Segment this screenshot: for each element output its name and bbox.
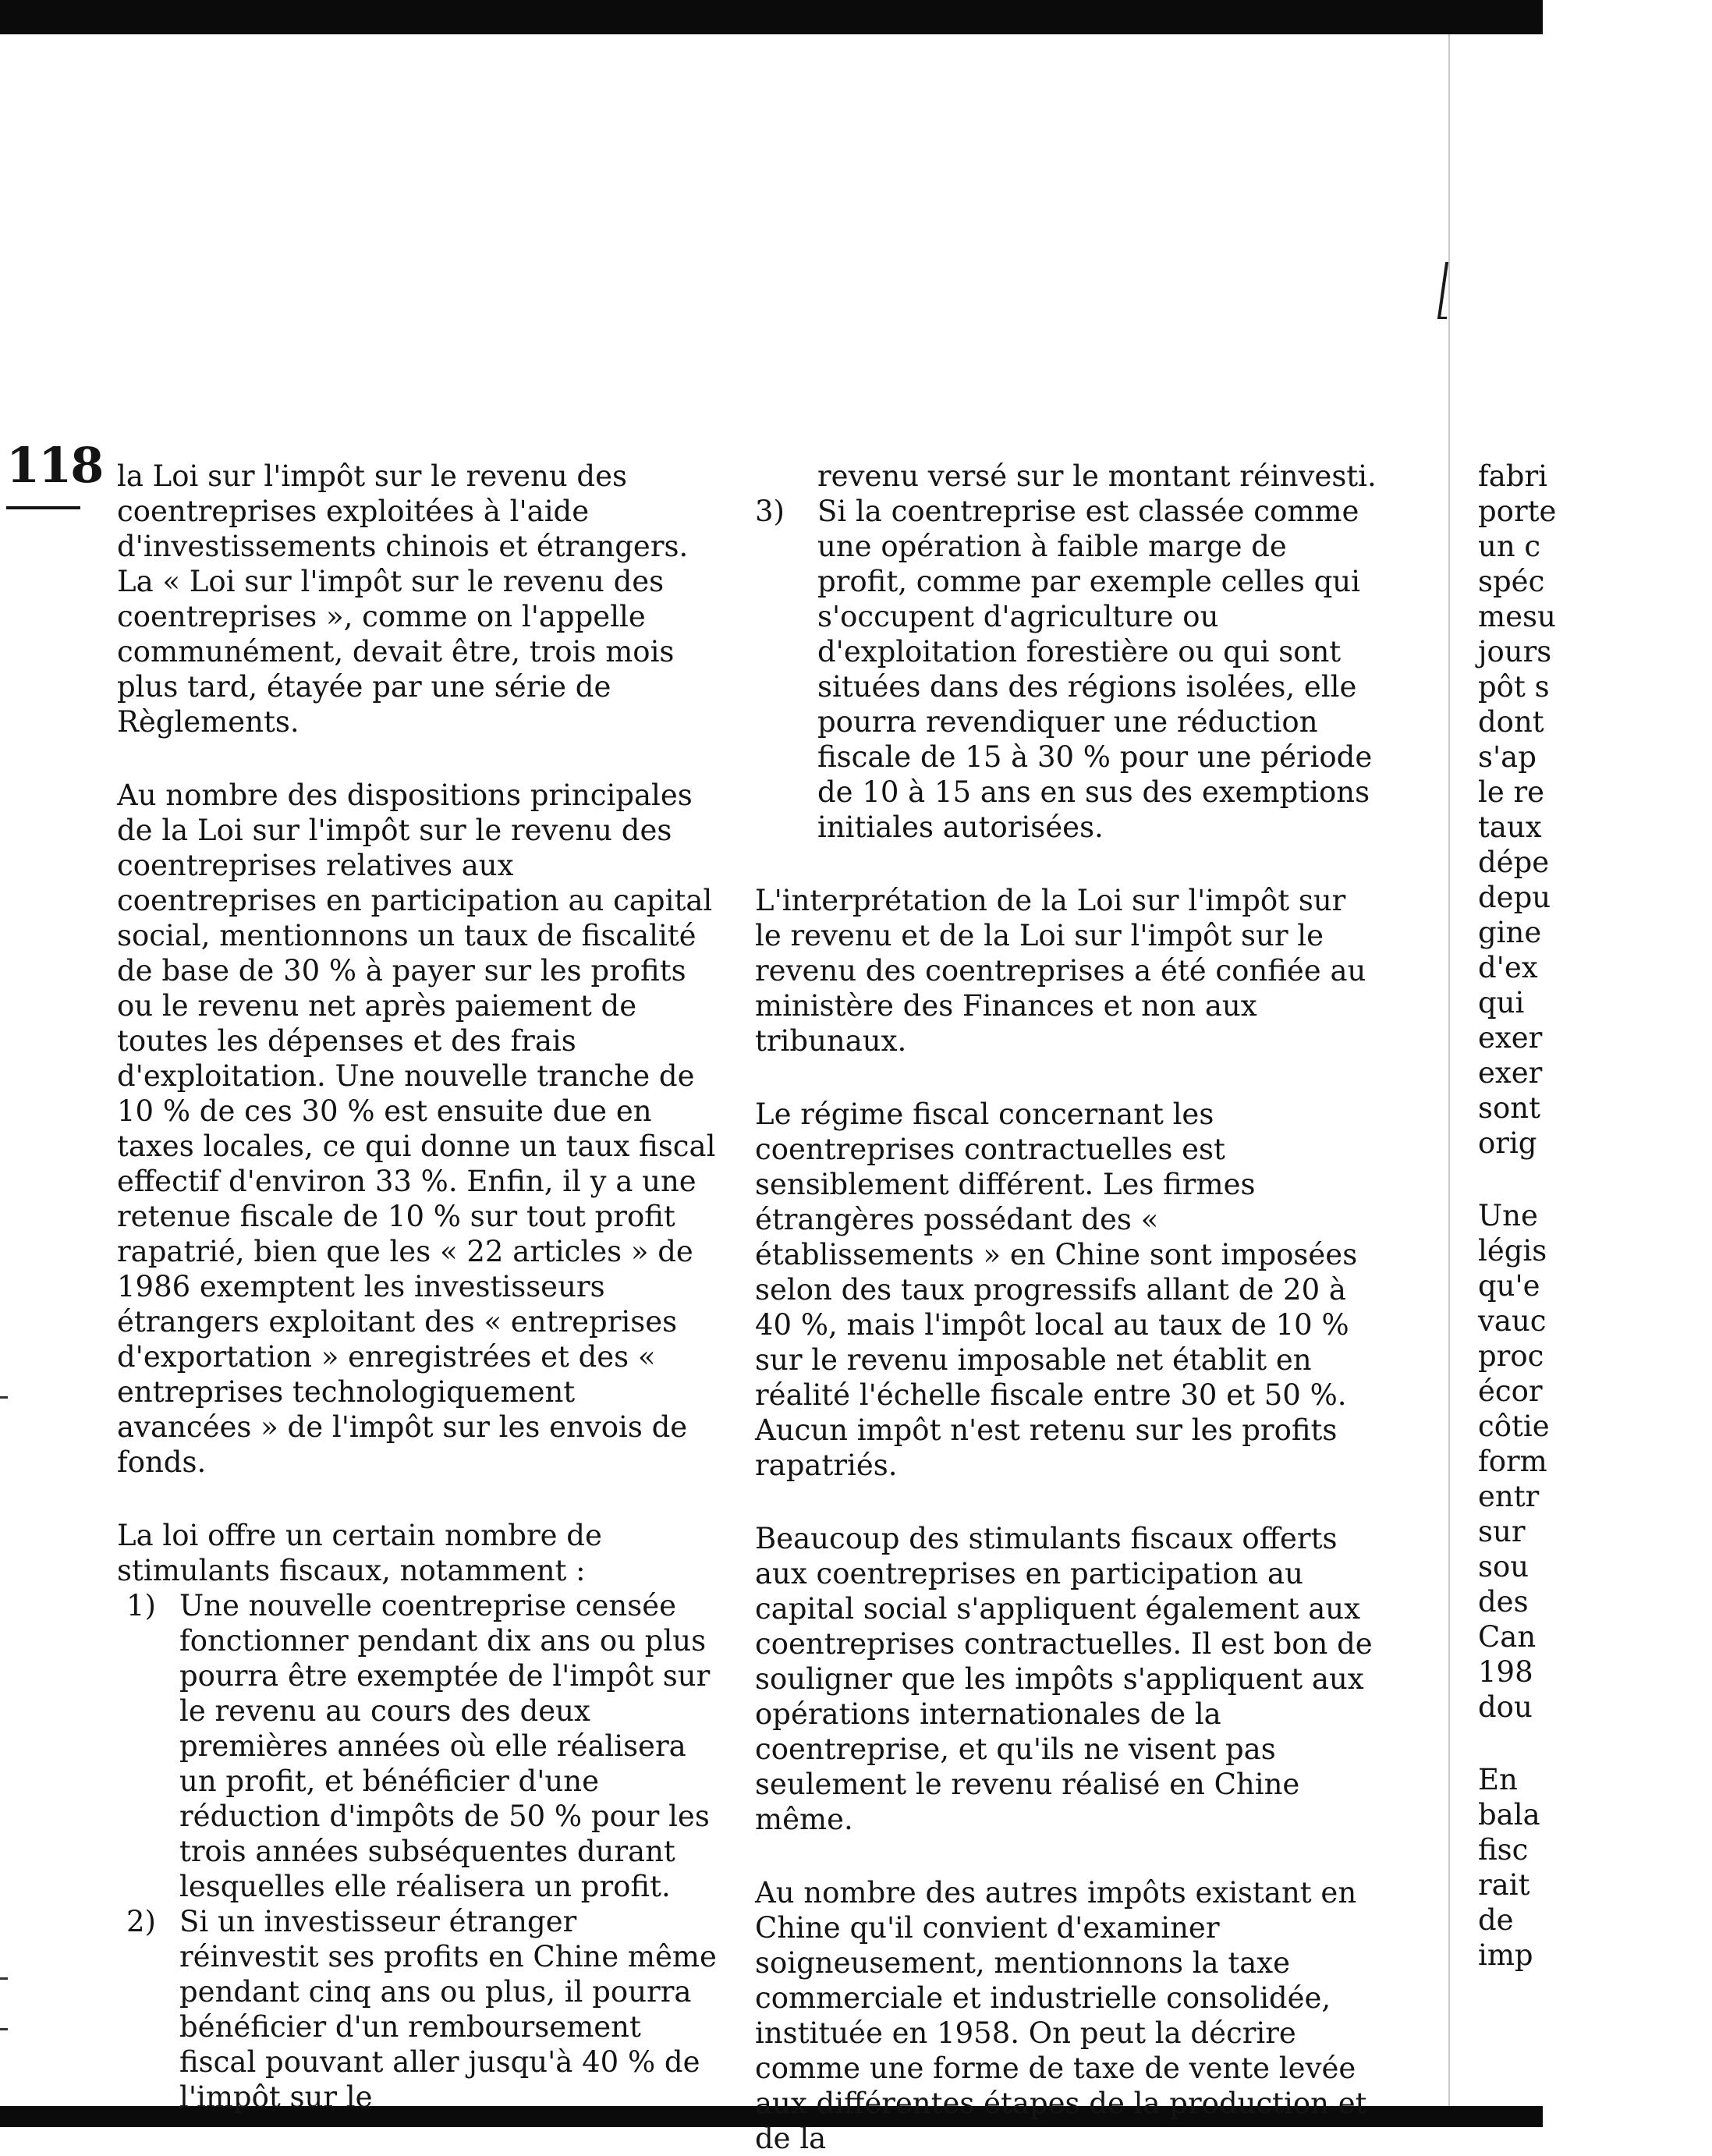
- paragraph: L'interprétation de la Loi sur l'impôt sur le revenu et de la Loi sur l'impôt sur le revenu des coentreprises a été confiée au ministère des Finances et non aux tribunaux.: [755, 884, 1366, 1058]
- edge-tick: [0, 1977, 8, 1980]
- paragraph: Le régime fiscal concernant les coentreprises contractuelles est sensiblement différent. Les firmes étrangères possédant des « établissements » en Chine sont imposées selon des taux progressifs allant de 20 à 40 %, mais l'impôt local au taux de 10 % sur le revenu imposable net établit en réalité l'échelle fiscale entre 30 et 50 %. Aucun impôt n'est retenu sur les profits rapatriés.: [755, 1098, 1358, 1482]
- cut-line: sur: [1478, 1515, 1526, 1548]
- cut-line: pôt s: [1478, 670, 1550, 704]
- cut-line: Une: [1478, 1199, 1538, 1232]
- list-item-number: 3): [755, 495, 785, 528]
- paragraph: Beaucoup des stimulants fiscaux offerts aux coentreprises en participation au capital social s'appliquent également aux coentreprises contractuelles. Il est bon de souligner que les impôts s'appliquent aux opérations internationales de la coentreprise, et qu'ils ne visent pas seulement le revenu réalisé en Chine même.: [755, 1522, 1373, 1836]
- list-item: [117, 1588, 718, 1904]
- cut-line: entr: [1478, 1480, 1540, 1513]
- column-middle: [755, 459, 1379, 2156]
- cut-line: proc: [1478, 1339, 1544, 1373]
- list-item: [755, 494, 1379, 845]
- page-gutter-line: [1448, 34, 1450, 2106]
- cut-line: porte: [1478, 495, 1557, 528]
- list-item-number: 2): [126, 1905, 156, 1938]
- cut-line: vauc: [1478, 1304, 1547, 1338]
- cut-line: orig: [1478, 1126, 1537, 1160]
- cut-line: d'ex: [1478, 951, 1538, 984]
- cut-paragraph: [1478, 1762, 1712, 1973]
- cut-line: dépe: [1478, 846, 1550, 879]
- page-number-rule: [6, 506, 80, 509]
- cut-line: exer: [1478, 1056, 1543, 1090]
- cut-line: des: [1478, 1585, 1529, 1619]
- page-number: 118: [6, 437, 103, 494]
- column-right-cut: [1478, 459, 1712, 1973]
- cut-line: dou: [1478, 1690, 1533, 1724]
- cut-line: sou: [1478, 1550, 1529, 1583]
- cut-paragraph: [1478, 459, 1712, 1161]
- cut-line: fisc: [1478, 1833, 1529, 1867]
- list-item: [117, 1904, 718, 2115]
- cut-paragraph: [1478, 1198, 1712, 1725]
- cut-line: écor: [1478, 1374, 1543, 1408]
- cut-line: exer: [1478, 1021, 1543, 1055]
- cut-line: jours: [1478, 635, 1552, 668]
- cut-line: qu'e: [1478, 1269, 1540, 1303]
- cut-line: le re: [1478, 775, 1545, 809]
- cut-line: Can: [1478, 1620, 1537, 1654]
- list-item-number: 1): [126, 1589, 156, 1622]
- cut-line: légis: [1478, 1234, 1547, 1268]
- cut-line: gine: [1478, 916, 1542, 949]
- cut-line: form: [1478, 1445, 1547, 1478]
- cut-line: bala: [1478, 1798, 1540, 1832]
- cut-line: côtie: [1478, 1410, 1550, 1443]
- edge-tick: [0, 1396, 8, 1399]
- cut-line: rait: [1478, 1868, 1530, 1902]
- cut-line: mesu: [1478, 600, 1556, 633]
- cut-line: dont: [1478, 705, 1544, 739]
- paragraph: La loi offre un certain nombre de stimulants fiscaux, notamment :: [117, 1519, 602, 1587]
- cut-line: de: [1478, 1903, 1514, 1937]
- cut-line: qui: [1478, 986, 1525, 1019]
- cut-line: un c: [1478, 530, 1541, 563]
- cut-line: fabri: [1478, 459, 1547, 493]
- scan-top-border: [0, 0, 1543, 34]
- paragraph: la Loi sur l'impôt sur le revenu des coentreprises exploitées à l'aide d'investissements chinois et étrangers. La « Loi sur l'impôt sur le revenu des coentreprises », comme on l'appelle communément, devait être, trois mois plus tard, étayée par une série de Règlements.: [117, 459, 689, 739]
- cut-line: imp: [1478, 1938, 1533, 1972]
- gutter-mark: [1437, 262, 1455, 319]
- list-item-text: Si un investisseur étranger réinvestit ses profits en Chine même pendant cinq ans ou plus, il pourra bénéficier d'un remboursement fiscal pouvant aller jusqu'à 40 % de l'impôt sur le: [179, 1905, 717, 2114]
- cut-line: depu: [1478, 881, 1551, 914]
- paragraph: Au nombre des dispositions principales de la Loi sur l'impôt sur le revenu des coentreprises relatives aux coentreprises en participation au capital social, mentionnons un taux de fiscalité de base de 30 % à payer sur les profits ou le revenu net après paiement de toutes les dépenses et des frais d'exploitation. Une nouvelle tranche de 10 % de ces 30 % est ensuite due en taxes locales, ce qui donne un taux fiscal effectif d'environ 33 %. Enfin, il y a une retenue fiscale de 10 % sur tout profit rapatrié, bien que les « 22 articles » de 1986 exemptent les investisseurs étrangers exploitant des « entreprises d'exportation » enregistrées et des « entreprises technologiquement avancées » de l'impôt sur les envois de fonds.: [117, 778, 716, 1479]
- numbered-list: [755, 494, 1379, 845]
- cut-line: En: [1478, 1763, 1518, 1796]
- list-item-text: Si la coentreprise est classée comme une opération à faible marge de profit, comme par exemple celles qui s'occupent d'agriculture ou d'exploitation forestière ou qui sont situées dans des régions isolées, elle pourra revendiquer une réduction fiscale de 15 à 30 % pour une période de 10 à 15 ans en sus des exemptions initiales autorisées.: [817, 495, 1373, 844]
- cut-line: s'ap: [1478, 740, 1537, 774]
- paragraph: Au nombre des autres impôts existant en Chine qu'il convient d'examiner soigneusement, mentionnons la taxe commerciale et industrielle consolidée, instituée en 1958. On peut la décrire comme une forme de taxe de vente levée aux différentes étapes de la production et de la: [755, 1876, 1367, 2155]
- list-item-text: Une nouvelle coentreprise censée fonctionner pendant dix ans ou plus pourra être exemptée de l'impôt sur le revenu au cours des deux premières années où elle réalisera un profit, et bénéficier d'une réduction d'impôts de 50 % pour les trois années subséquentes durant lesquelles elle réalisera un profit.: [179, 1589, 711, 1903]
- cut-line: sont: [1478, 1091, 1540, 1125]
- cut-line: 198: [1478, 1655, 1533, 1689]
- edge-tick: [0, 2028, 8, 2030]
- list-continuation: revenu versé sur le montant réinvesti.: [817, 459, 1377, 493]
- cut-line: taux: [1478, 810, 1542, 844]
- column-left: [117, 459, 718, 2115]
- numbered-list: [117, 1588, 718, 2115]
- cut-line: spéc: [1478, 565, 1545, 598]
